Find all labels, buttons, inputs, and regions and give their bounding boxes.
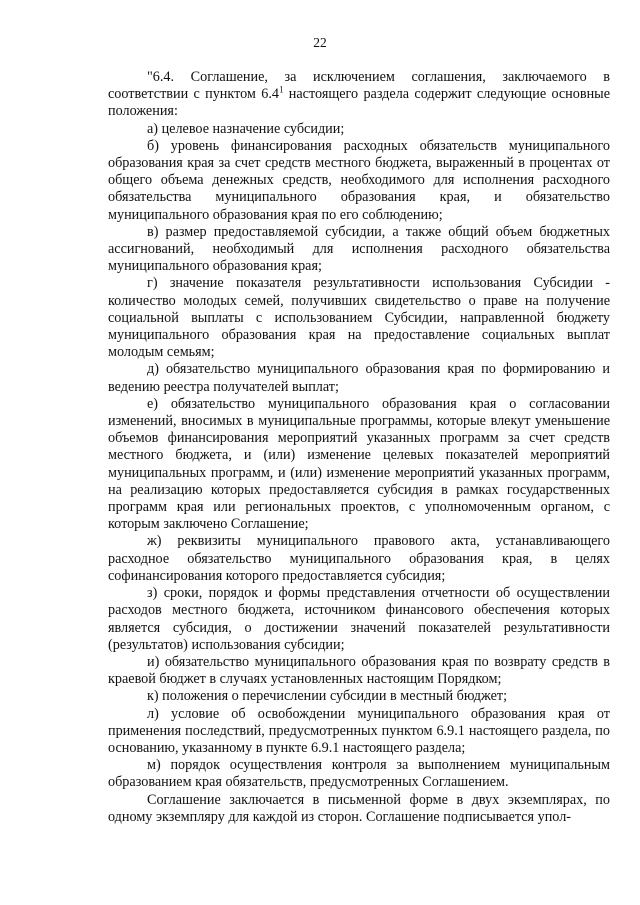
list-item-i: и) обязательство муниципального образования края по возврату средств в краевой бюджет в случаях установленных настоящим Порядком;: [108, 653, 610, 688]
intro-text-end: настоящего раздела содержит следующие основные положения:: [108, 86, 610, 120]
list-item-b: б) уровень финансирования расходных обязательств муниципального образования края за счет средств местного бюджета, выраженный в процентах от общего объема денежных средств, необходимого для исполнения расходного обязательства муниципального образования края, и обязательство муниципального образования края по его соблюдению;: [108, 137, 610, 223]
footnote-superscript: 1: [278, 84, 284, 95]
closing-paragraph: Соглашение заключается в письменной форме в двух экземплярах, по одному экземпляру для каждой из сторон. Соглашение подписывается упол-: [108, 791, 610, 825]
list-item-l: л) условие об освобождении муниципального образования края от применения последствий, предусмотренных пунктом 6.9.1 настоящего раздела, по основанию, указанному в пункте 6.9.1 настоящего раздела;: [108, 705, 610, 756]
list-item-a: а) целевое назначение субсидии;: [147, 120, 345, 137]
intro-text-start: "6.4. Соглашение, за исключением соглашения, заключаемого в соответствии с пунктом 6.4: [108, 69, 610, 103]
list-item-g: г) значение показателя результативности использования Субсидии - количество молодых семей, получивших свидетельство о праве на получение социальной выплаты с использованием Субсидии, направленной бюджету муниципального образования края на предоставление социальных выплат молодым семьям;: [108, 275, 610, 361]
list-item-e: е) обязательство муниципального образования края о согласовании изменений, вносимых в муниципальные программы, которые влекут уменьшение объемов финансирования мероприятий указанных программ за счет средств местного бюджета, и (или) изменение целевых показателей мероприятий муниципальных программ, и (или) изменение мероприятий указанных программ, на реализацию которых предоставляется субсидия в рамках государственных программ края или региональных проектов, с уполномоченным органом, с которым заключено Соглашение;: [108, 395, 610, 533]
document-body: [108, 69, 610, 826]
intro-paragraph: [108, 69, 610, 121]
page-number: 22: [313, 35, 327, 50]
list-item-zh: ж) реквизиты муниципального правового акта, устанавливающего расходное обязательство муниципального образования края, в целях софинансирования которого предоставляется субсидия;: [108, 533, 610, 584]
list-item-d: д) обязательство муниципального образования края по формированию и ведению реестра получателей выплат;: [108, 361, 610, 395]
list-item-z: з) сроки, порядок и формы представления отчетности об осуществлении расходов местного бюджета, источником финансового обеспечения которых является субсидия, о достижении значений показателей результативности (результатов) использования субсидии;: [108, 585, 610, 653]
list-item-m: м) порядок осуществления контроля за выполнением муниципальным образованием края обязательств, предусмотренных Соглашением.: [108, 757, 610, 791]
list-item-v: в) размер предоставляемой субсидии, а также общий объем бюджетных ассигнований, необходимый для исполнения расходного обязательства муниципального образования края;: [108, 223, 610, 275]
list-item-k: к) положения о перечислении субсидии в местный бюджет;: [147, 688, 508, 705]
